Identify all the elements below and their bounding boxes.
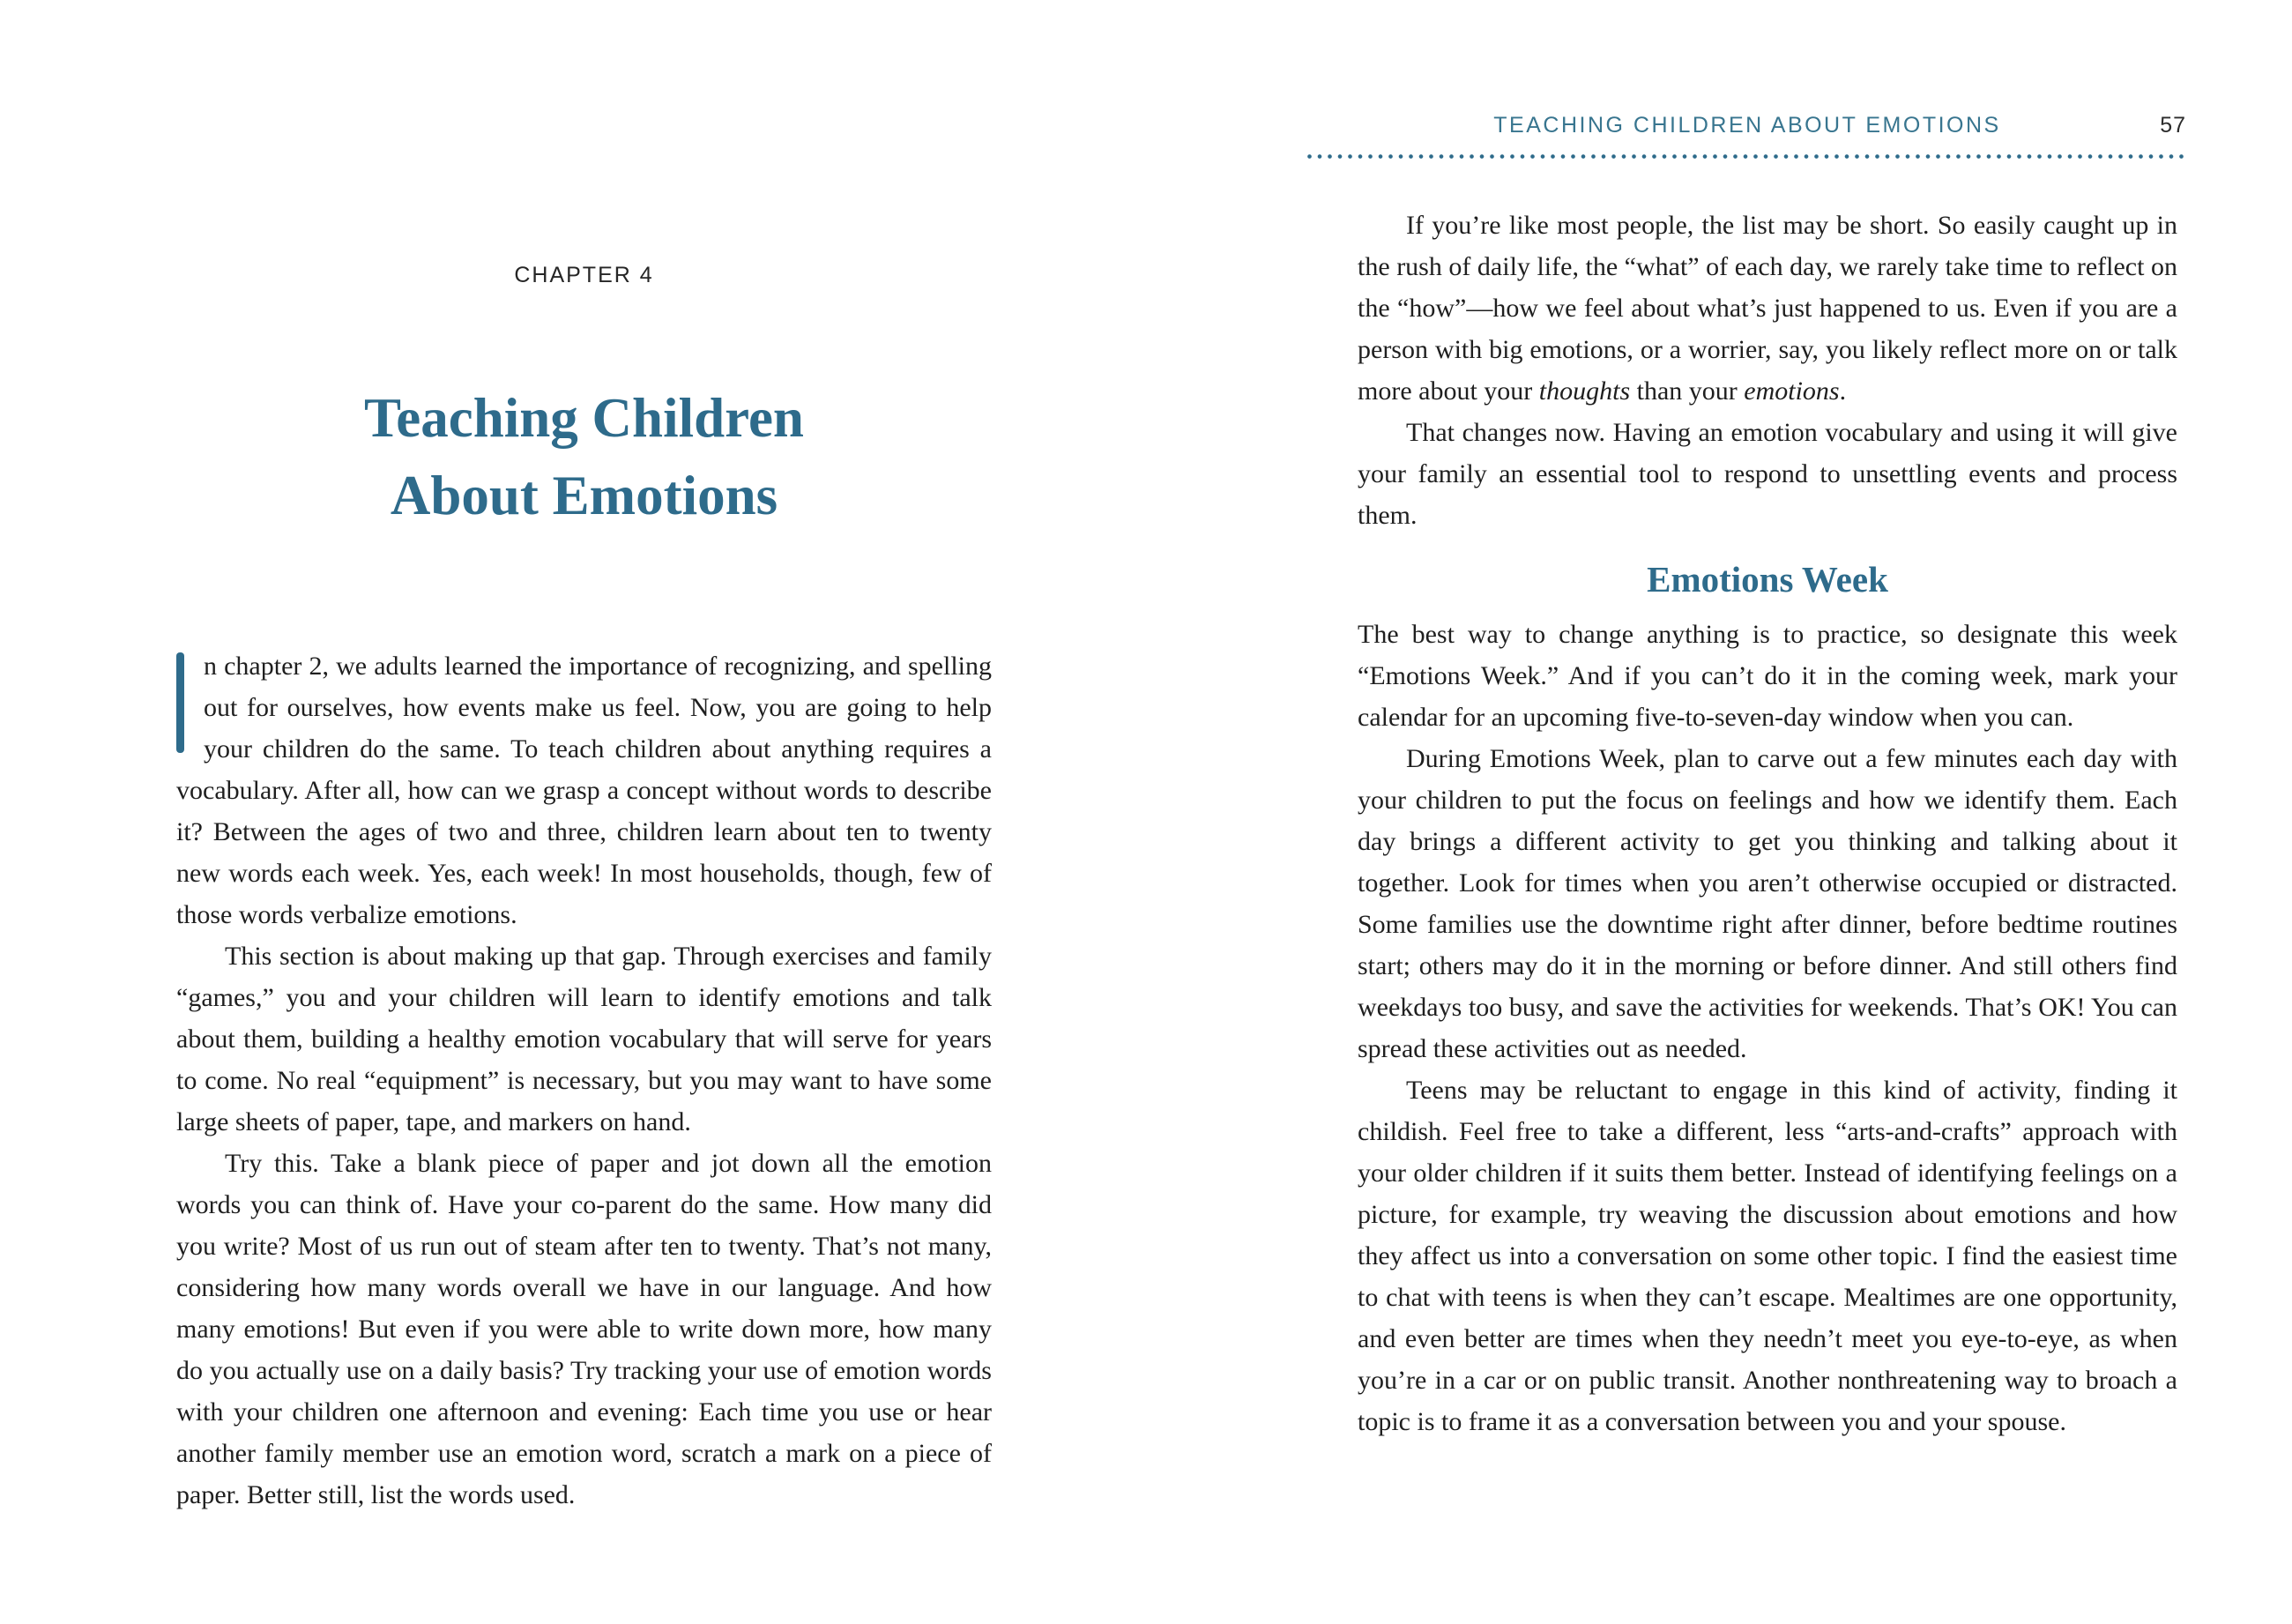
body-text-run: . bbox=[1839, 376, 1847, 406]
dropcap-letter-i bbox=[176, 652, 184, 753]
running-header bbox=[1306, 113, 2188, 138]
body-text-run: This section is about making up that gap. Through exercises and family “games,” you and your children will learn to identify emotions and talk about them, building a healthy emotion vocabulary that will serve for years to come. No real “equipment” is necessary, but you may want to have some large sheets of paper, tape, and markers on hand. bbox=[176, 942, 992, 1136]
paragraph bbox=[176, 1143, 992, 1516]
section-heading: Emotions Week bbox=[1647, 559, 1888, 600]
paragraph bbox=[176, 645, 992, 935]
paragraph bbox=[176, 935, 992, 1143]
body-text-run: Teens may be reluctant to engage in this kind of activity, finding it childish. Feel free to take a different, less “arts-and-crafts” approach with your older children if it suits them better. Instead of identifying feelings on a picture, for example, try weaving the discussion about emotions and how they affect us into a conversation on some other topic. I find the easiest time to chat with teens is when they can’t escape. Mealtimes are one opportunity, and even better are times when they needn’t meet you eye-to-eye, as when you’re in a car or on public transit. Another nonthreatening way to broach a topic is to frame it as a conversation between you and your spouse. bbox=[1358, 1076, 2177, 1436]
body-text-run: The best way to change anything is to practice, so designate this week “Emotions Week.” And if you can’t do it in the coming week, mark your calendar for an upcoming five-to-seven-day window when you can. bbox=[1358, 620, 2177, 732]
body-text-run: than your bbox=[1630, 376, 1745, 406]
left-body-text bbox=[176, 645, 992, 1516]
body-text-run: Try this. Take a blank piece of paper and jot down all the emotion words you can think of. Have your co-parent do the same. How many did you write? Most of us run out of steam after ten to twenty. That’s not many, considering how many words overall we have in our language. And how many emotions! But even if you were able to write down more, how many do you actually use on a daily basis? Try tracking your use of emotion words with your children one afternoon and evening: Each time you use or hear another family member use an emotion word, scratch a mark on a piece of paper. Better still, list the words used. bbox=[176, 1149, 992, 1509]
right-body-text bbox=[1358, 205, 2177, 1442]
body-text-run: n chapter 2, we adults learned the importance of recognizing, and spelling out for ourselves, how events make us feel. Now, you are going to help your children do the same. To teach children about anything requires a vocabulary. After all, how can we grasp a concept without words to describe it? Between the ages of two and three, children learn about ten to twenty new words each week. Yes, each week! In most households, though, few of those words verbalize emotions. bbox=[176, 652, 992, 929]
chapter-label: CHAPTER 4 bbox=[514, 263, 654, 287]
italic-text: thoughts bbox=[1538, 376, 1631, 406]
body-text-run: During Emotions Week, plan to carve out a few minutes each day with your children to put the focus on feelings and how we identify them. Each day brings a different activity to get you thinking and talking about it together. Look for times when you aren’t otherwise occupied or distracted. Some families use the downtime right after dinner, before bedtime routines start; others may do it in the morning or before dinner. And still others find weekdays too busy, and save the activities for weekends. That’s OK! You can spread these activities out as needed. bbox=[1358, 744, 2177, 1063]
chapter-title-line-1: Teaching Children bbox=[364, 387, 804, 449]
chapter-title bbox=[123, 379, 1045, 534]
paragraph bbox=[1358, 738, 2177, 1069]
italic-text: emotions bbox=[1744, 376, 1840, 406]
running-header-title: TEACHING CHILDREN ABOUT EMOTIONS bbox=[1493, 113, 2001, 138]
body-text-run: If you’re like most people, the list may be short. So easily caught up in the rush of daily life, the “what” of each day, we rarely take time to reflect on the “how”—how we feel about what’s just happened to us. Even if you are a person with big emotions, or a worrier, say, you likely reflect more on or talk more about your bbox=[1358, 211, 2177, 406]
page-number: 57 bbox=[2160, 113, 2186, 138]
paragraph bbox=[1358, 205, 2177, 412]
paragraph bbox=[1358, 412, 2177, 536]
body-text-run: That changes now. Having an emotion vocabulary and using it will give your family an essential tool to respond to unsettling events and process them. bbox=[1358, 418, 2177, 530]
chapter-title-line-2: About Emotions bbox=[390, 465, 778, 526]
right-body-bottom bbox=[1358, 614, 2177, 1442]
right-page bbox=[1146, 0, 2292, 1624]
paragraph bbox=[1358, 1069, 2177, 1442]
dotted-rule bbox=[1306, 153, 2188, 160]
paragraph bbox=[1358, 614, 2177, 738]
right-body-top bbox=[1358, 205, 2177, 536]
